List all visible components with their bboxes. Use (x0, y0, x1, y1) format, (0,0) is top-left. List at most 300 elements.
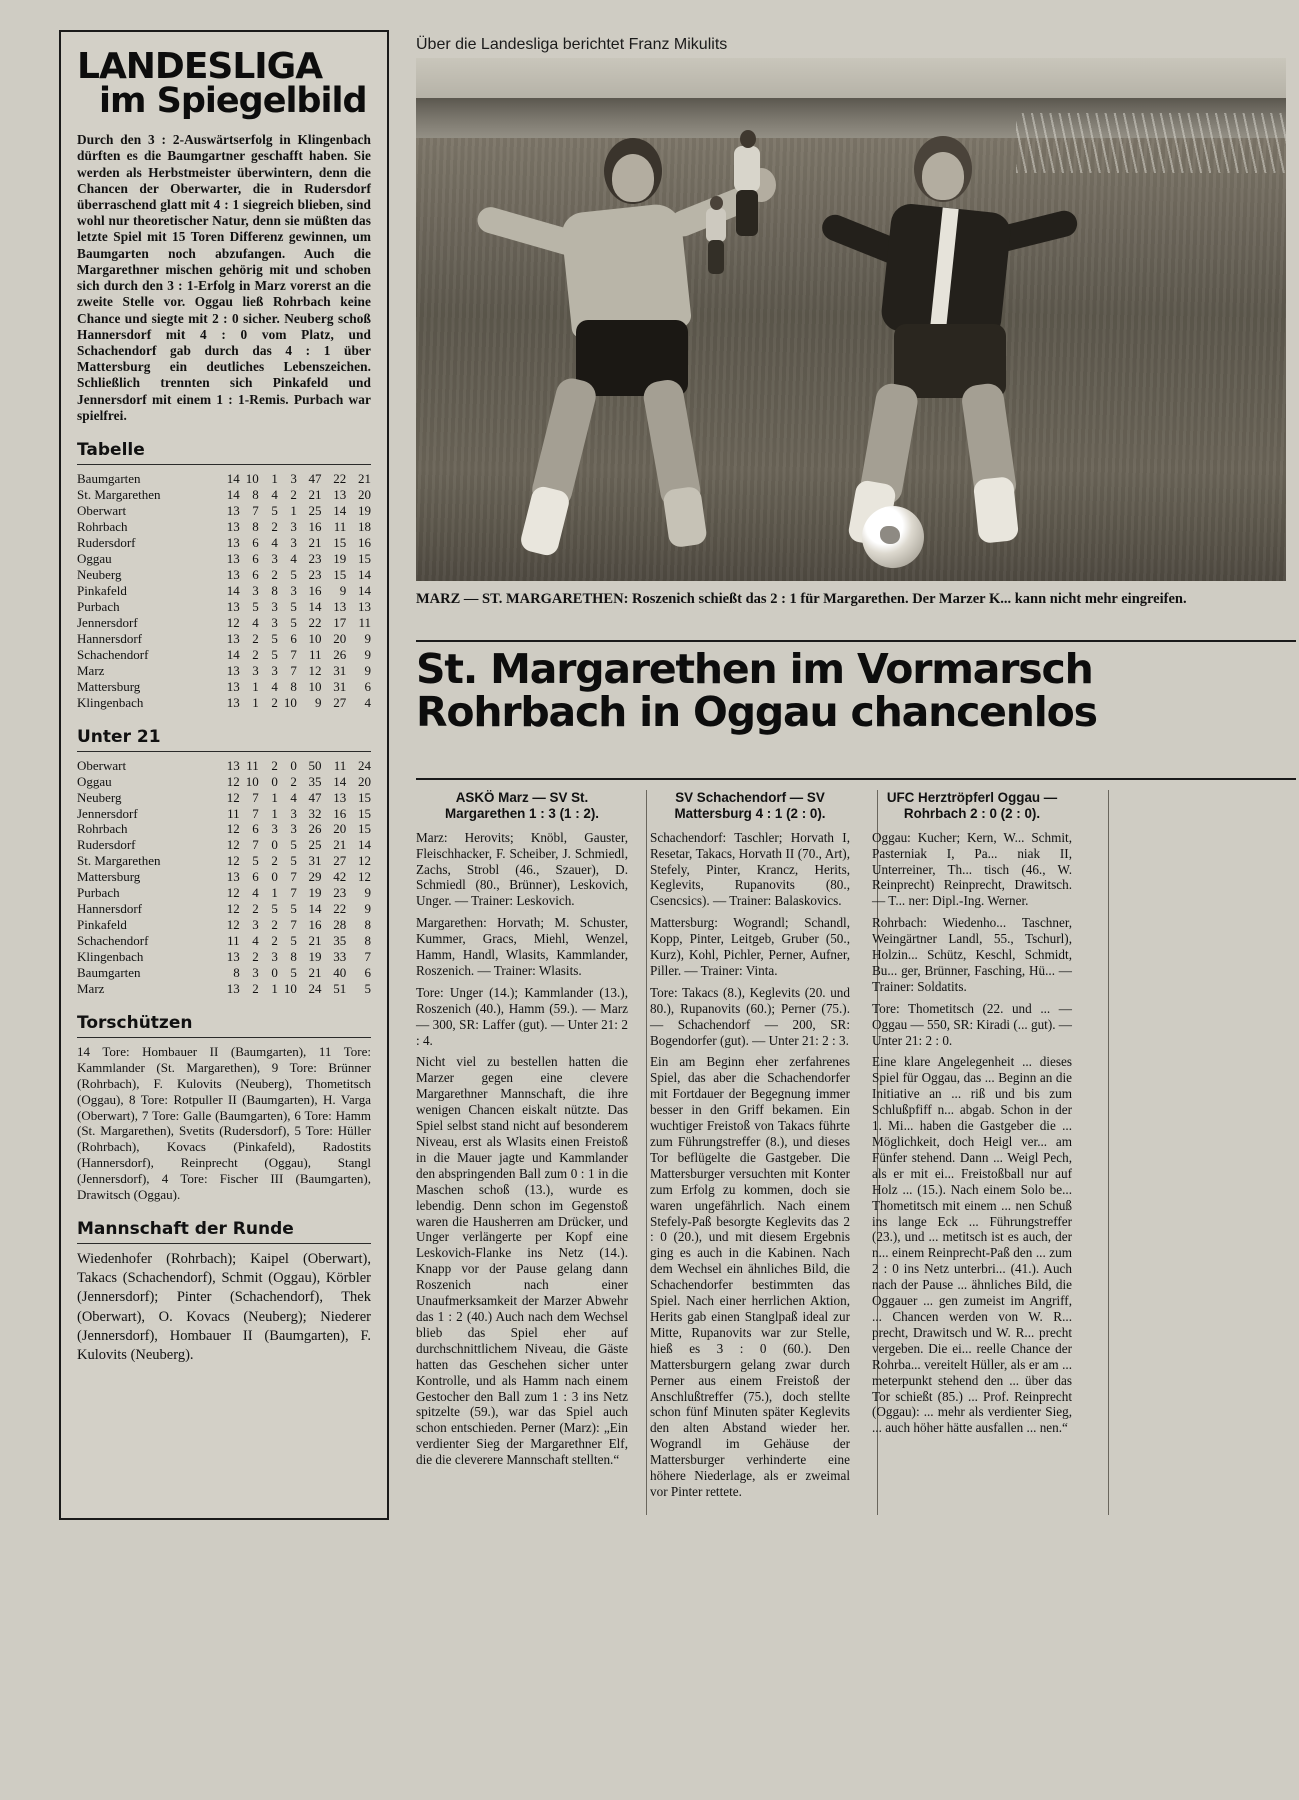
stat-value: 23 (308, 566, 322, 582)
stat-value: 12 (226, 885, 240, 901)
stat-value: 12 (226, 614, 240, 630)
stat-value: 23 (308, 550, 322, 566)
stat-value: 5 (252, 598, 259, 614)
stat-value: 42 (333, 869, 347, 885)
stat-value: 20 (358, 773, 371, 789)
team-name: St. Margarethen (77, 853, 161, 869)
lineup-home: Oggau: Kucher; Kern, W... Schmit, Pasterniak I, Pa... niak II, Unterreiner, Th... tisch (46., W. Reinprecht) Reinprecht, Drawitsch. — T... ner: Dipl.-Ing. Werner. (872, 829, 1072, 909)
stat-value: 3 (290, 471, 297, 487)
stat-value: 9 (364, 646, 371, 662)
table-row (77, 567, 371, 583)
stat-value: 12 (226, 821, 240, 837)
stat-value: 7 (290, 869, 297, 885)
stat-value: 1 (271, 885, 278, 901)
stat-value: 19 (333, 550, 347, 566)
top-scorers-text: 14 Tore: Hombauer II (Baumgarten), 11 Tore: Kammlander (St. Margarethen), 9 Tore: Brünner (Rohrbach), F. Kulovits (Neuberg), Thometitsch (Oggau), 8 Tore: Rotpuller II (Baumgarten), H. Varga (Oberwart), 7 Tore: Galle (Baumgarten), 6 Tore: Hamm (St. Margarethen), Svetits (Rudersdorf), 5 Tore: Hüller (Rohrbach), Kovacs (Pinkafeld), Radostits (Hannersdorf), Reinprecht (Oggau), Stangl (Jennersdorf), 4 Tore: Fischer III (Baumgarten), Drawitsch (Oggau). (77, 1044, 371, 1202)
stat-value: 47 (308, 471, 322, 487)
stat-value: 14 (226, 471, 240, 487)
stat-value: 7 (252, 503, 259, 519)
stat-value: 0 (271, 773, 278, 789)
stat-value: 1 (252, 678, 259, 694)
stat-value: 0 (271, 837, 278, 853)
tabelle-heading: Tabelle (77, 440, 145, 461)
byline: Über die Landesliga berichtet Franz Mikulits (416, 36, 728, 53)
stat-value: 3 (271, 614, 278, 630)
report-columns (416, 790, 1299, 1520)
stat-value: 4 (252, 933, 259, 949)
divider (77, 1037, 371, 1038)
team-name: Schachendorf (77, 933, 149, 949)
table-row (77, 758, 371, 774)
stat-value: 16 (308, 518, 322, 534)
stat-value: 13 (226, 518, 240, 534)
stat-value: 3 (252, 582, 259, 598)
stat-value: 7 (290, 885, 297, 901)
stat-value: 6 (364, 678, 371, 694)
stat-value: 5 (271, 503, 278, 519)
stat-value: 12 (358, 853, 371, 869)
team-name: Pinkafeld (77, 582, 127, 598)
stat-value: 11 (227, 805, 240, 821)
stat-value: 31 (308, 853, 322, 869)
stat-value: 2 (252, 949, 259, 965)
table-row (77, 599, 371, 615)
stat-value: 14 (333, 503, 347, 519)
stat-value: 11 (333, 518, 347, 534)
lineup-away: Margarethen: Horvath; M. Schuster, Kummer, Gracs, Miehl, Wenzel, Hamm, Handl, Wlasits, Kammlander, Roszenich. — Trainer: Wlasits. (416, 915, 628, 978)
team-name: Rudersdorf (77, 534, 136, 550)
stat-value: 27 (333, 694, 347, 710)
table-row (77, 837, 371, 853)
match-title: UFC Herztröpferl Oggau — Rohrbach 2 : 0 (2 : 0). (886, 790, 1058, 822)
stat-value: 10 (283, 981, 297, 997)
table-standings (77, 471, 371, 711)
stat-value: 13 (226, 662, 240, 678)
goals-info: Tore: Unger (14.); Kammlander (13.), Roszenich (40.), Hamm (59.). — Marz — 300, SR: Laffer (gut). — Unter 21: 2 : 4. (416, 984, 628, 1048)
report-column-oggau (860, 790, 1082, 1520)
stat-value: 14 (358, 837, 371, 853)
lineup-away: Rohrbach: Wiedenho... Taschner, Weingärtner Landl, 55., Tschurl), Holzin... Schütz, Keschl, Schmidt, Bu... ger, Brünner, Fasching, Hü... — Trainer: Soldatits. (872, 915, 1072, 994)
team-name: Purbach (77, 598, 120, 614)
stat-value: 24 (308, 981, 322, 997)
stat-value: 14 (226, 487, 240, 503)
table-row (77, 933, 371, 949)
team-name: Pinkafeld (77, 917, 127, 933)
stat-value: 22 (308, 614, 322, 630)
stat-value: 13 (226, 678, 240, 694)
stat-value: 14 (358, 582, 371, 598)
stat-value: 6 (252, 821, 259, 837)
stat-value: 2 (271, 518, 278, 534)
stat-value: 35 (333, 933, 347, 949)
stat-value: 15 (358, 821, 371, 837)
divider (77, 751, 371, 752)
stat-value: 15 (333, 566, 347, 582)
stat-value: 18 (358, 518, 371, 534)
stat-value: 5 (271, 630, 278, 646)
stat-value: 12 (226, 837, 240, 853)
stat-value: 14 (308, 901, 322, 917)
stat-value: 23 (333, 885, 347, 901)
stat-value: 7 (252, 837, 259, 853)
stat-value: 11 (246, 757, 259, 773)
headline-line2: Rohrbach in Oggau chancenlos (416, 688, 1097, 737)
stat-value: 3 (290, 805, 297, 821)
stat-value: 3 (252, 917, 259, 933)
stat-value: 5 (290, 933, 297, 949)
stat-value: 2 (271, 933, 278, 949)
team-name: St. Margarethen (77, 487, 161, 503)
stat-value: 5 (290, 614, 297, 630)
stat-value: 1 (271, 805, 278, 821)
report-body: Ein am Beginn eher zerfahrenes Spiel, das aber die Schachendorfer mit Fortdauer der Begegnung immer besser in den Griff bekamen. Ein wuchtiger Freistoß von Takacs führte zum Führungstreffer (8.), und dieses Tor beflügelte die Gastgeber. Die Mattersburger versuchten mit Konter zum Erfolg zu kommen, doch sie waren ungefährlich. Nach einem Stefely-Paß besorgte Keglevits das 2 : 0 (20.), und mit diesem Ergebnis ging es auch in die Kabinen. Nach dem Wechsel ein ähnliches Bild, die Schachendorfer bestimmten das Spiel. Nach einer herrlichen Aktion, Herits gab einen Stanglpaß ideal zur Mitte, Rupanovits war zur Stelle, hieß es 3 : 0 (60.). Den Mattersburgern gelang zwar durch Perner aus einem Freistoß der Anschlußtreffer (75.), doch stellte schon fünf Minuten später Keglevits den alten Abstand wieder her. Wograndl im Gehäuse der Mattersburger verhinderte eine höhere Niederlage, als er zweimal vor Pinter rettete. (650, 1054, 850, 1499)
stat-value: 3 (271, 949, 278, 965)
stat-value: 4 (364, 694, 371, 710)
stat-value: 14 (226, 582, 240, 598)
match-title: SV Schachendorf — SV Mattersburg 4 : 1 (2 : 0). (674, 790, 826, 822)
team-name: Baumgarten (77, 965, 141, 981)
stat-value: 3 (271, 821, 278, 837)
stat-value: 50 (308, 757, 322, 773)
headline-line1: St. Margarethen im Vormarsch (416, 645, 1093, 693)
stat-value: 8 (233, 965, 240, 981)
stat-value: 21 (308, 487, 322, 503)
stat-value: 4 (271, 678, 278, 694)
stat-value: 2 (252, 901, 259, 917)
stat-value: 11 (227, 933, 240, 949)
stat-value: 3 (290, 534, 297, 550)
table-row (77, 821, 371, 837)
stat-value: 9 (364, 885, 371, 901)
divider (77, 464, 371, 465)
stat-value: 3 (290, 821, 297, 837)
table-row (77, 901, 371, 917)
unter21-heading: Unter 21 (77, 726, 161, 747)
stat-value: 4 (252, 885, 259, 901)
stat-value: 8 (290, 949, 297, 965)
stat-value: 21 (308, 933, 322, 949)
stat-value: 15 (358, 805, 371, 821)
report-column-schachendorf (638, 790, 860, 1520)
photo-caption: MARZ — ST. MARGARETHEN: Roszenich schießt das 2 : 1 für Margarethen. Der Marzer K... kann nicht mehr eingreifen. (416, 591, 1187, 607)
masthead (77, 46, 371, 121)
stat-value: 8 (364, 933, 371, 949)
stat-value: 13 (226, 981, 240, 997)
stat-value: 27 (333, 853, 347, 869)
stat-value: 11 (309, 646, 322, 662)
stat-value: 47 (308, 789, 322, 805)
stat-value: 16 (308, 582, 322, 598)
stat-value: 19 (358, 503, 371, 519)
table-row (77, 774, 371, 790)
team-name: Marz (77, 981, 105, 997)
stat-value: 12 (308, 662, 322, 678)
table-row (77, 503, 371, 519)
stat-value: 22 (333, 471, 347, 487)
team-name: Oberwart (77, 757, 127, 773)
table-row (77, 806, 371, 822)
lineup-home: Marz: Herovits; Knöbl, Gauster, Fleischhacker, F. Scheiber, J. Schmiedl, Zachs, Strobl (46., Szauer), D. Schmiedl (80., Brünner), Leskovich, Unger. — Trainer: Leskovich. (416, 829, 628, 909)
stat-value: 13 (226, 598, 240, 614)
stat-value: 5 (290, 853, 297, 869)
stat-value: 21 (308, 534, 322, 550)
team-name: Hannersdorf (77, 630, 142, 646)
stat-value: 10 (245, 471, 259, 487)
stat-value: 13 (226, 949, 240, 965)
team-name: Rohrbach (77, 518, 128, 534)
report-body: Nicht viel zu bestellen hatten die Marzer gegen eine clevere Margarethner Mannschaft, die ihre wenigen Chancen eiskalt nützte. Das Spiel selbst stand nicht auf besonderem Niveau, erst als Wlasits einen Freistoß in die Mauer jagte und Kammlander den abspringenden Ball zum 0 : 1 in die Maschen schoß (13.), wurde es lebendig. Denn schon im Gegenstoß waren die Hausherren am Drücker, und Unger verlängerte per Kopf eine Leskovich-Flanke ins Netz (14.). Knapp vor der Pause gelang dann Roszenich nach einer Unaufmerksamkeit der Marzer Abwehr das 1 : 2 (40.) Auch nach dem Wechsel blieb das Spiel eher auf durchschnittlichem Niveau, die Gäste hatten das Geschehen sicher unter Kontrolle, und als Hamm nach einem Gestocher den Ball zum 1 : 3 ins Netz spitzelte (59.), war das Spiel auch schon entschieden. Perner (Marz): „Ein verdienter Sieg der Margarethner Elf, die die cleverere Mannschaft stellten.“ (416, 1054, 628, 1468)
stat-value: 25 (308, 503, 322, 519)
masthead-line2: im Spiegelbild (99, 80, 367, 121)
table-row (77, 790, 371, 806)
stat-value: 2 (252, 630, 259, 646)
stat-value: 12 (226, 901, 240, 917)
stat-value: 3 (271, 662, 278, 678)
stat-value: 4 (290, 550, 297, 566)
stat-value: 7 (290, 662, 297, 678)
stat-value: 2 (252, 646, 259, 662)
lineup-away: Mattersburg: Wograndl; Schandl, Kopp, Pinter, Leitgeb, Gruber (50., Kurz), Kohl, Pichler, Perner, Aufner, Piller. — Trainer: Vinta. (650, 915, 850, 978)
photo-fence (1016, 113, 1286, 173)
stat-value: 14 (333, 773, 347, 789)
team-name: Klingenbach (77, 949, 144, 965)
stat-value: 4 (290, 789, 297, 805)
stat-value: 0 (271, 965, 278, 981)
table-row (77, 583, 371, 599)
stat-value: 33 (333, 949, 347, 965)
stat-value: 2 (271, 757, 278, 773)
table-row (77, 949, 371, 965)
stat-value: 20 (358, 487, 371, 503)
left-column (59, 30, 389, 1520)
stat-value: 14 (226, 646, 240, 662)
team-name: Jennersdorf (77, 805, 138, 821)
team-name: Rudersdorf (77, 837, 136, 853)
table-row (77, 631, 371, 647)
stat-value: 13 (333, 789, 347, 805)
table-row (77, 615, 371, 631)
stat-value: 6 (252, 869, 259, 885)
table-row (77, 981, 371, 997)
stat-value: 20 (333, 821, 347, 837)
lineup-home: Schachendorf: Taschler; Horvath I, Resetar, Takacs, Horvath II (70., Art), Stefely, Pinter, Krancz, Herits, Keglevits, Rupanovits (80., Csencsics). — Trainer: Balaskovics. (650, 829, 850, 909)
goals-info: Tore: Thometitsch (22. und ... — Oggau — 550, SR: Kiradi (... gut). — Unter 21: 2 : 0. (872, 1000, 1072, 1048)
stat-value: 1 (271, 471, 278, 487)
team-name: Mattersburg (77, 678, 141, 694)
stat-value: 6 (252, 566, 259, 582)
stat-value: 13 (226, 869, 240, 885)
table-row (77, 487, 371, 503)
team-name: Oggau (77, 773, 112, 789)
table-row (77, 647, 371, 663)
stat-value: 35 (308, 773, 322, 789)
stat-value: 4 (252, 614, 259, 630)
stat-value: 13 (358, 598, 371, 614)
team-name: Purbach (77, 885, 120, 901)
team-name: Jennersdorf (77, 614, 138, 630)
stat-value: 11 (358, 614, 371, 630)
stat-value: 13 (226, 566, 240, 582)
stat-value: 24 (358, 757, 371, 773)
stat-value: 14 (308, 598, 322, 614)
stat-value: 6 (364, 965, 371, 981)
stat-value: 0 (290, 757, 297, 773)
stat-value: 5 (290, 965, 297, 981)
report-column-marz (416, 790, 638, 1520)
stat-value: 21 (333, 837, 347, 853)
stat-value: 13 (226, 757, 240, 773)
stat-value: 10 (308, 678, 322, 694)
stat-value: 14 (358, 566, 371, 582)
stat-value: 4 (271, 487, 278, 503)
stat-value: 4 (271, 534, 278, 550)
team-name: Baumgarten (77, 471, 141, 487)
stat-value: 12 (226, 789, 240, 805)
stat-value: 5 (252, 853, 259, 869)
stat-value: 7 (252, 805, 259, 821)
stat-value: 7 (290, 646, 297, 662)
stat-value: 2 (271, 566, 278, 582)
stat-value: 0 (271, 869, 278, 885)
stat-value: 13 (226, 694, 240, 710)
stat-value: 8 (271, 582, 278, 598)
stat-value: 21 (358, 471, 371, 487)
masthead-line1: LANDESLIGA (77, 46, 323, 87)
team-of-the-round-text: Wiedenhofer (Rohrbach); Kaipel (Oberwart), Takacs (Schachendorf), Schmit (Oggau), Körbler (Jennersdorf); Pinter (Schachendorf), Thek (Oberwart), O. Kovacs (Neuberg); Niederer (Jennersdorf), Hombauer II (Baumgarten), F. Kulovits (Neuberg). (77, 1250, 371, 1364)
football-icon (862, 506, 924, 568)
stat-value: 17 (333, 614, 347, 630)
table-row (77, 471, 371, 487)
table-row (77, 965, 371, 981)
torschuetzen-heading: Torschützen (77, 1013, 193, 1034)
stat-value: 2 (271, 853, 278, 869)
stat-value: 16 (358, 534, 371, 550)
team-name: Neuberg (77, 789, 122, 805)
stat-value: 5 (290, 901, 297, 917)
stat-value: 40 (333, 965, 347, 981)
table-row (77, 551, 371, 567)
team-name: Rohrbach (77, 821, 128, 837)
stat-value: 5 (290, 566, 297, 582)
stat-value: 8 (290, 678, 297, 694)
stat-value: 9 (364, 662, 371, 678)
table-row (77, 917, 371, 933)
stat-value: 5 (271, 646, 278, 662)
table-row (77, 853, 371, 869)
team-name: Oggau (77, 550, 112, 566)
stat-value: 7 (364, 949, 371, 965)
stat-value: 2 (252, 981, 259, 997)
team-name: Hannersdorf (77, 901, 142, 917)
stat-value: 3 (271, 550, 278, 566)
stat-value: 9 (315, 694, 322, 710)
stat-value: 12 (226, 773, 240, 789)
team-name: Klingenbach (77, 694, 144, 710)
stat-value: 16 (308, 917, 322, 933)
lead-paragraph: Durch den 3 : 2-Auswärtserfolg in Klingenbach dürften es die Baumgartner geschafft haben. Sie werden als Herbstmeister überwintern, denn die Chancen der Oberwarter, die in Rudersdorf überraschend glatt mit 4 : 1 siegreich blieben, sind wohl nur theoretischer Natur, denn sie müßten das letzte Spiel mit 15 Toren Differenz gewinnen, um Baumgarten noch abzufangen. Auch die Margarethner mischen gehörig mit und schoben sich durch den 3 : 1-Erfolg in Marz vorerst an die zweite Stelle vor. Oggau ließ Rohrbach keine Chance und siegte mit 2 : 0 sicher. Neuberg schoß Hannersdorf mit 4 : 0 vom Platz, und Schachendorf gab durch das 4 : 1 über Mattersburg ein deutliches Lebenszeichen. Schließlich trennten sich Pinkafeld und Jennersdorf mit einem 1 : 1-Remis. Purbach war spielfrei. (77, 132, 371, 423)
stat-value: 26 (333, 646, 347, 662)
headline-rule-top (416, 640, 1296, 642)
stat-value: 7 (252, 789, 259, 805)
stat-value: 13 (226, 630, 240, 646)
stat-value: 5 (290, 598, 297, 614)
stat-value: 12 (358, 869, 371, 885)
stat-value: 6 (252, 534, 259, 550)
team-name: Neuberg (77, 566, 122, 582)
team-name: Marz (77, 662, 105, 678)
stat-value: 5 (364, 981, 371, 997)
table-row (77, 535, 371, 551)
stat-value: 3 (290, 518, 297, 534)
stat-value: 2 (271, 917, 278, 933)
stat-value: 15 (358, 789, 371, 805)
stat-value: 1 (290, 503, 297, 519)
stat-value: 20 (333, 630, 347, 646)
stat-value: 15 (358, 550, 371, 566)
stat-value: 12 (226, 853, 240, 869)
stat-value: 3 (290, 582, 297, 598)
stat-value: 31 (333, 678, 347, 694)
stat-value: 1 (252, 694, 259, 710)
stat-value: 10 (283, 694, 297, 710)
stat-value: 22 (333, 901, 347, 917)
match-title: ASKÖ Marz — SV St. Margarethen 1 : 3 (1 : 2). (444, 790, 600, 822)
stat-value: 21 (308, 965, 322, 981)
stat-value: 5 (271, 901, 278, 917)
stat-value: 9 (364, 901, 371, 917)
stat-value: 29 (308, 869, 322, 885)
stat-value: 10 (308, 630, 322, 646)
table-row (77, 869, 371, 885)
table-row (77, 679, 371, 695)
table-row (77, 519, 371, 535)
stat-value: 13 (333, 598, 347, 614)
stat-value: 15 (333, 534, 347, 550)
stat-value: 13 (333, 487, 347, 503)
goals-info: Tore: Takacs (8.), Keglevits (20. und 80.), Rupanovits (60.); Perner (75.). — Schachendorf — 200, SR: Bogendorfer (gut). — Unter 21: 2 : 3. (650, 984, 850, 1048)
report-body: Eine klare Angelegenheit ... dieses Spiel für Oggau, das ... Beginn an die Initiative an ... riß und bis zum Schlußpfiff n... abgab. Schon in der 1. Mi... haben die Gastgeber die ... Möglichkeit, doch Heigl ver... am Fünfer stehend. Dann ... Weigl Pech, als er mit ei... Freistoßball nur auf Holz ... (15.). Nach einem Solo be... Thometitsch mit einem ... nen Schuß ins lange Eck ... Führungstreffer (23.), und ... metitsch ist es auch, der n... einem Reinprecht-Paß den ... zum 2 : 0 ins Netz unterbri... (41.). Auch nach der Pause ... ähnliches Bild, die Oggauer ... gen zumeist im Angriff, ... Chancen werden von W. R... precht, Drawitsch und W. R... precht vergeben. Die ei... reelle Chance der Rohrba... vereitelt Hüller, als er am ... meterpunkt stehend den ... über das Tor schießt (85.) ... Prof. Reinprecht (Oggau): ... mehr als verdienter Sieg, ... auch höher hätte ausfallen ... nen.“ (872, 1054, 1072, 1436)
table-row (77, 885, 371, 901)
stat-value: 8 (252, 487, 259, 503)
team-name: Mattersburg (77, 869, 141, 885)
stat-value: 2 (290, 773, 297, 789)
stat-value: 26 (308, 821, 322, 837)
stat-value: 16 (333, 805, 347, 821)
team-name: Oberwart (77, 503, 127, 519)
divider (77, 1243, 371, 1244)
stat-value: 8 (252, 518, 259, 534)
stat-value: 3 (252, 662, 259, 678)
stat-value: 1 (271, 981, 278, 997)
stat-value: 9 (364, 630, 371, 646)
stat-value: 6 (252, 550, 259, 566)
team-name: Schachendorf (77, 646, 149, 662)
stat-value: 13 (226, 534, 240, 550)
stat-value: 32 (308, 805, 322, 821)
stat-value: 8 (364, 917, 371, 933)
stat-value: 7 (290, 917, 297, 933)
table-under21 (77, 758, 371, 998)
stat-value: 28 (333, 917, 347, 933)
stat-value: 3 (252, 965, 259, 981)
stat-value: 1 (271, 789, 278, 805)
stat-value: 13 (226, 503, 240, 519)
stat-value: 3 (271, 598, 278, 614)
stat-value: 11 (333, 757, 347, 773)
stat-value: 51 (333, 981, 347, 997)
stat-value: 9 (339, 582, 347, 598)
main-headline (416, 645, 1299, 737)
